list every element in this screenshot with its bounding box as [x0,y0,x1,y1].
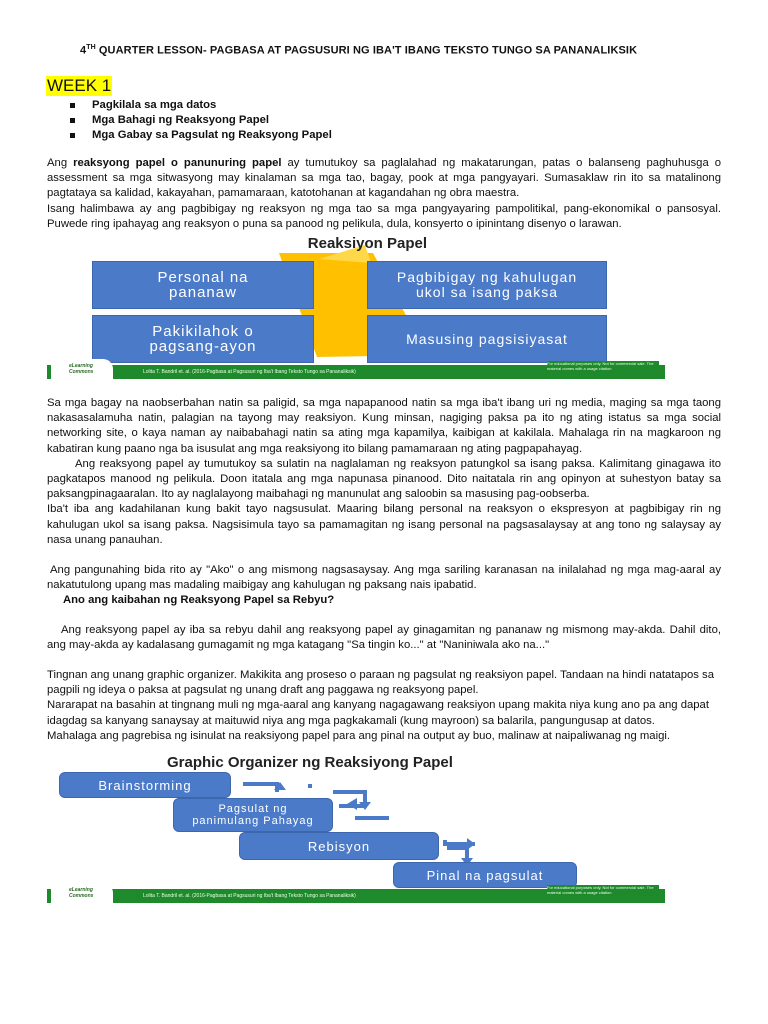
intro-paragraph-2: Isang halimbawa ay ang pagbibigay ng reaksyon ng mga tao sa mga pangyayaring pampolitikal, pang-ekonomikal o pansosyal. Puwede ring ipahayag ang reaksyon o puna sa panood ng pelikula, dula, konsyerto o ipinintang disenyo o larawan. [47,202,721,230]
body-paragraph-5: Ang reaksyong papel ay iba sa rebyu dahil ang reaksyong papel ay ginagamitan ng pananaw ng mismong may-akda. Dahil dito, ang may-akda ay kadalasang gumagamit ng mga katagang "Sa tingin ko..." at "Naniniwala ako na..." [47,623,721,651]
week-label: WEEK 1 [47,76,112,95]
topic-list [68,98,332,143]
body-paragraph-3: Iba't iba ang kadahilanan kung bakit tayo nagsusulat. Maaring bilang personal na reaksyon o ekspresyon at pagbibigay rin ng kahulugan ukol sa isang paksa. Nagsisimula tayo sa pamamagitan ng isang personal na pagsasalaysay at ang tono ng salaysay ay nasa unang panauhan. [47,503,721,546]
body-paragraph-8: Mahalaga ang pagrebisa ng isinulat na reaksiyong papel para ang pinal na output ay buo, malinaw at naipaliwanag ng maigi. [47,729,671,742]
figure-note: For educational purposes only. Not for commercial sale. The material comes with a usage citation [547,361,659,375]
question-heading: Ano ang kaibahan ng Reaksyong Papel sa Rebyu? [63,594,335,607]
intro-section [47,156,721,232]
key-term: reaksyong papel o panunuring papel [73,157,282,169]
body-paragraph-2: Ang reaksyong papel ay tumutukoy sa sulatin na naglalaman ng reaksyon patungkol sa isang paksa. Kalimitang ginagawa ito pagkatapos manood ng pelikula. Doon itatala ang mga napunasa pinanood. Dito naitatala rin ang opinyon at suhestyon batay sa paksangpinagaaralan. Ito ay naglalayong maibahagi ng manunulat ang saloobin sa masusing pag-oobserba. [47,457,721,501]
intro-paragraph: Ang reaksyong papel o panunuring papel ay tumutukoy sa paglalahad ng makatarungan, patas o balanseng paghuhusga o assessment sa mga sitwasyong may kinalaman sa mga tao, bagay, pook at mga pangyayari. Sumasaklaw rin ito sa matalinong pagtataya sa kalidad, kakayahan, pamamaraan, katotohanan at kagandahan ng obra maestra. [47,157,721,200]
elearning-logo: eLearning Commons [51,359,113,379]
body-paragraph-1: Sa mga bagay na naobserbahan natin sa paligid, sa mga napapanood natin sa mga iba't ibang uri ng media, maging sa mga taong nakasasalamuha natin, palagian na tayong may reaksiyon. Kung minsan, nagiging paksa pa ito ng ating istatus sa mga social networking site, o kaya naman ay naibabahagi natin sa ating mga kapamilya, kaibigan at kakilala. Mahalaga rin na magkaroon ng kabatiran kung paano nga ba isusulat ang mga reaksiyong ito bilang pamamaraan ng ating pagpapahayag. [47,397,721,455]
body-paragraph-6: Tingnan ang unang graphic organizer. Makikita ang proseso o paraan ng pagsulat ng reaksiyon papel. Tandaan na hindi natatapos sa pagpili ng ideya o paksa at pagsulat ng unang draft ang paggawa ng reaksyong papel. [47,669,714,697]
reaksiyon-papel-figure [47,235,665,381]
body-paragraph-4: Ang pangunahing bida rito ay "Ako" o ang mismong nagsasaysay. Ang mga sariling karanasan na inilalahad ng mga mag-aaral ay nakatutulong upang mas madaling maibigay ang kahulugan ng paksang nais ipabatid. [47,564,721,592]
graphic-organizer-figure [47,748,665,904]
box-pagbibigay-ng-kahulugan: Pagbibigay ng kahulugan ukol sa isang paksa [367,261,607,309]
body-section [47,396,721,744]
body-paragraph-7: Nararapat na basahin at tingnang muli ng mga-aaral ang kanyang nagagawang reaksiyon upang makita niya kung ano pa ang dapat idagdag sa kanyang sanaysay at maituwid niya ang mga pagkakamali (kung mayroon) sa balarila, pangungusap at datos. [47,699,709,727]
list-item: Mga Gabay sa Pagsulat ng Reaksyong Papel [68,128,332,143]
step-pinal-na-pagsulat: Pinal na pagsulat [393,862,577,888]
box-masusing-pagsisiyasat: Masusing pagsisiyasat [367,315,607,363]
step-pagsulat-ng-panimulang-pahayag: Pagsulat ng panimulang Pahayag [173,798,333,832]
step-rebisyon: Rebisyon [239,832,439,860]
figure-title: Graphic Organizer ng Reaksiyong Papel [167,754,453,771]
box-personal-na-pananaw: Personal na pananaw [92,261,314,309]
figure-footer [47,885,665,903]
figure-footer [47,361,665,379]
list-item: Pagkilala sa mga datos [68,98,332,113]
figure-citation: Lolita T. Bandril et. al. (2016-Pagbasa at Pagsusuri ng Iba't Ibang Teksto Tungo sa Pananaliksik) [143,369,356,375]
figure-note: For educational purposes only. Not for commercial sale. The material comes with a usage citation [547,885,659,899]
step-brainstorming: Brainstorming [59,772,231,798]
lesson-title: 4TH QUARTER LESSON- PAGBASA AT PAGSUSURI NG IBA'T IBANG TEKSTO TUNGO SA PANANALIKSIK [80,44,638,57]
figure-title: Reaksiyon Papel [307,235,427,252]
figure-citation: Lolita T. Bandril et. al. (2016-Pagbasa at Pagsusuri ng Iba't Ibang Teksto Tungo sa Pananaliksik) [143,893,356,899]
elearning-logo: eLearning Commons [51,883,113,903]
list-item: Mga Bahagi ng Reaksyong Papel [68,113,332,128]
box-pakikilahok: Pakikilahok o pagsang-ayon [92,315,314,363]
